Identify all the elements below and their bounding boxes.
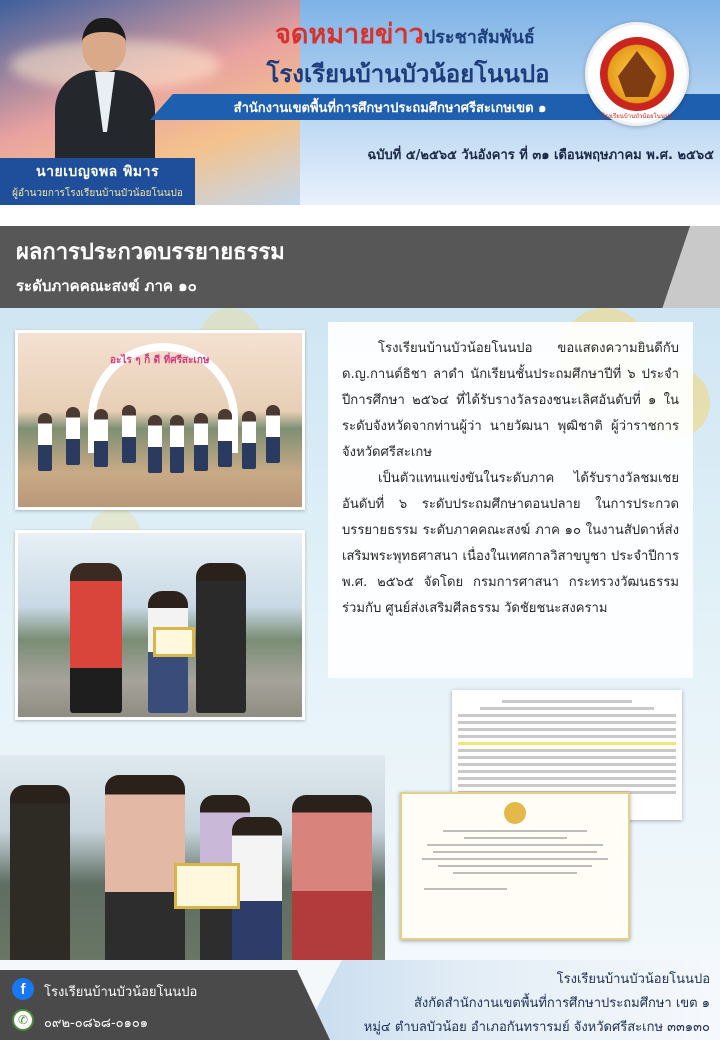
footer-address: หมู่๔ ตำบลบัวน้อย อำเภอกันทรารมย์ จังหวัดศรีสะเกษ ๓๓๑๓๐ — [363, 1020, 710, 1035]
phone-icon: ✆ — [12, 1009, 34, 1031]
photo-group-students — [15, 330, 305, 510]
photo-ceremony — [0, 755, 385, 970]
phone-number: ๐๙๒-๐๘๖๘-๐๑๐๑ — [44, 1016, 149, 1031]
school-logo — [585, 22, 689, 126]
director-portrait — [55, 18, 155, 168]
facebook-icon[interactable]: f — [12, 978, 34, 1000]
newsletter-header — [0, 0, 720, 205]
footer-school: โรงเรียนบ้านบัวน้อยโนนปอ — [556, 972, 710, 987]
certificate-image — [400, 792, 630, 940]
article-paragraph-1: โรงเรียนบ้านบัวน้อยโนนปอ ขอแสดงความยินดีกับ ด.ญ.กานต์ธิชา ลาดำ นักเรียนชั้นประถมศึกษาปีที่ ๖ ประจำปีการศึกษา ๒๕๖๔ ที่ได้รับรางวัลรองชนะเลิศอันดับที่ ๑ ในระดับจังหวัดจากท่านผู้ว่า นายวัฒนา พุฒิชาติ ผู้ว่าราชการจังหวัดศรีสะเกษ — [342, 341, 679, 460]
article-textbox — [328, 322, 693, 678]
section-subheading: ระดับภาคคณะสงฆ์ ภาค ๑๐ — [16, 277, 197, 295]
director-name: นายเบญจพล พิมาร — [36, 164, 159, 180]
title-main: จดหมายข่าว — [275, 19, 424, 50]
director-name-box — [0, 158, 195, 205]
director-title: ผู้อำนวยการโรงเรียนบ้านบัวน้อยโนนปอ — [12, 188, 183, 199]
facebook-page-name[interactable]: โรงเรียนบ้านบัวน้อยโนนปอ — [44, 985, 198, 1000]
title-pr: ประชาสัมพันธ์ — [423, 27, 535, 48]
issue-line: ฉบับที่ ๕/๒๕๖๕ วันอังคาร ที่ ๓๑ เดือนพฤษภาคม พ.ศ. ๒๕๖๕ — [367, 148, 714, 163]
section-banner — [0, 226, 720, 308]
photo-award-student — [15, 530, 305, 720]
footer — [0, 960, 720, 1040]
school-name: โรงเรียนบ้านบัวน้อยโนนปอ — [266, 60, 550, 88]
section-heading: ผลการประกวดบรรยายธรรม — [16, 240, 285, 265]
newsletter-title — [225, 12, 585, 55]
arch-sign: อะไร ๆ ก็ ดี ที่ศรีสะเกษ — [110, 355, 210, 366]
office-name: สำนักงานเขตพื้นที่การศึกษาประถมศึกษาศรีสะเกษเขต ๑ — [233, 101, 547, 116]
article-paragraph-2: เป็นตัวแทนแข่งขันในระดับภาค ได้รับรางวัลชมเชยอันดับที่ ๖ ระดับประถมศึกษาตอนปลาย ในการประกวดบรรยายธรรม ระดับภาคคณะสงฆ์ ภาค ๑๐ ในงานสัปดาห์ส่งเสริมพระพุทธศาสนา เนื่องในเทศกาลวิสาขบูชา ประจำปีการ พ.ศ. ๒๕๖๕ จัดโดย กรมการศาสนา กระทรวงวัฒนธรรม ร่วมกับ ศูนย์ส่งเสริมศีลธรรม วัดชัยชนะสงคราม — [342, 471, 679, 616]
logo-caption: โรงเรียนบ้านบัวน้อยโนนปอ — [601, 113, 673, 120]
footer-office: สังกัดสำนักงานเขตพื้นที่การศึกษาประถมศึกษา เขต ๑ — [413, 996, 710, 1011]
